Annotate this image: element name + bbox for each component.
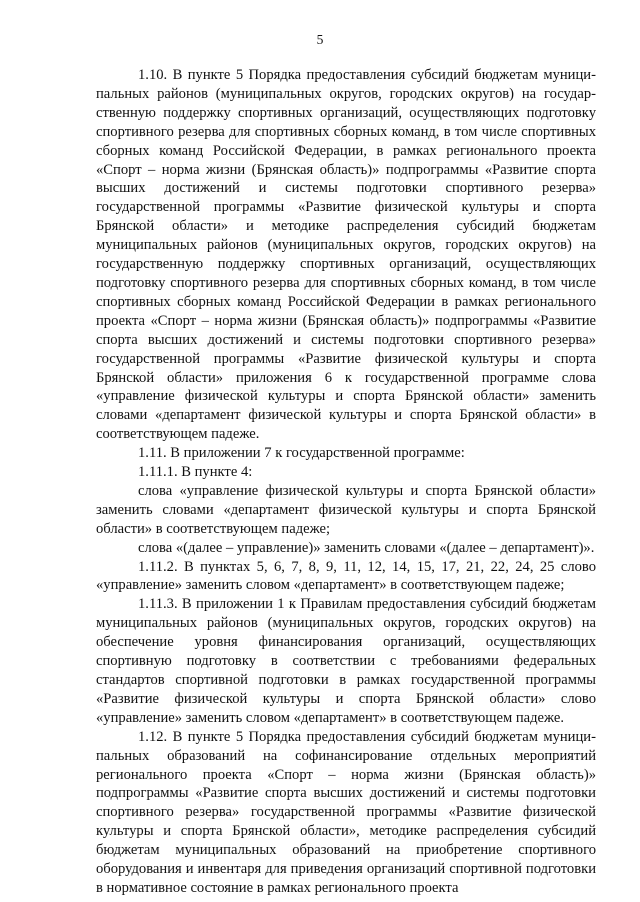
body-text — [96, 66, 596, 898]
page-number: 5 — [316, 32, 324, 47]
paragraph-1-12: 1.12. В пункте 5 Порядка предоставления субсидий бюджетам муниципальных образований на софинансирование отдельных мероприятий регионального проекта «Спорт – норма жизни (Брянская область)» подпрограммы «Развитие спорта высших достижений и системы подготовки спортивного резерва» государственной программы «Развитие физической культуры и спорта Брянской области», методике распределения субсидий бюджетам муниципальных образований на приобретение спортивного оборудования и инвентаря для приведения организаций спортивной подготовки в нормативное состояние в рамках регионального проекта — [96, 728, 596, 896]
paragraph-1-11-1: 1.11.1. В пункте 4: — [138, 464, 253, 481]
paragraph-words-replace-2: слова «(далее – управление)» заменить словами «(далее – департамент)». — [138, 539, 595, 556]
paragraph-1-11: 1.11. В приложении 7 к государственной программе: — [138, 445, 465, 462]
paragraph-words-replace-1: слова «управление физической культуры и спорта Брянской области» заменить словами «департамент физической культуры и спорта Брянской области» в соответствующем падеже; — [96, 482, 596, 537]
paragraph-1-10: 1.10. В пункте 5 Порядка предоставления субсидий бюджетам муниципальных районов (муниципальных округов, городских округов) на государственную поддержку спортивных организаций, осуществляющих подготовку спортивного резерва для спортивных сборных команд, в том числе спортивных сборных команд Российской Федерации, в рамках регионального проекта «Спорт – норма жизни (Брянская область)» подпрограммы «Развитие спорта высших достижений и системы подготовки спортивного резерва» государственной программы «Развитие физической культуры и спорта Брянской области» и методике распределения субсидий бюджетам муниципальных районов (муниципальных округов, городских округов) на государственную поддержку спортивных организаций, осуществляющих подготовку спортивного резерва для спортивных сборных команд, в том числе спортивных сборных команд Российской Федерации в рамках регионального проекта «Спорт – норма жизни (Брянская область)» подпрограммы «Развитие спорта высших достижений и системы подготовки спортивного резерва» государственной программы «Развитие физической культуры и спорта Брянской области» приложения 6 к государственной программе слова «управление физической культуры и спорта Брянской области» заменить словами «департамент физической культуры и спорта Брянской области» в соответствующем падеже. — [96, 67, 596, 443]
paragraph-1-11-2: 1.11.2. В пунктах 5, 6, 7, 8, 9, 11, 12, 14, 15, 17, 21, 22, 24, 25 слово «управление» заменить словом «департамент» в соответствующем падеже; — [96, 558, 596, 594]
paragraph-1-11-3: 1.11.3. В приложении 1 к Правилам предоставления субсидий бюджетам муниципальных районов (муниципальных округов, городских округов) на обеспечение уровня финансирования организаций, осуществляющих спортивную подготовку в соответствии с требованиями федеральных стандартов спортивной подготовки в рамках государственной программы «Развитие физической культуры и спорта Брянской области» слово «управление» заменить словом «департамент» в соответствующем падеже. — [96, 596, 596, 726]
